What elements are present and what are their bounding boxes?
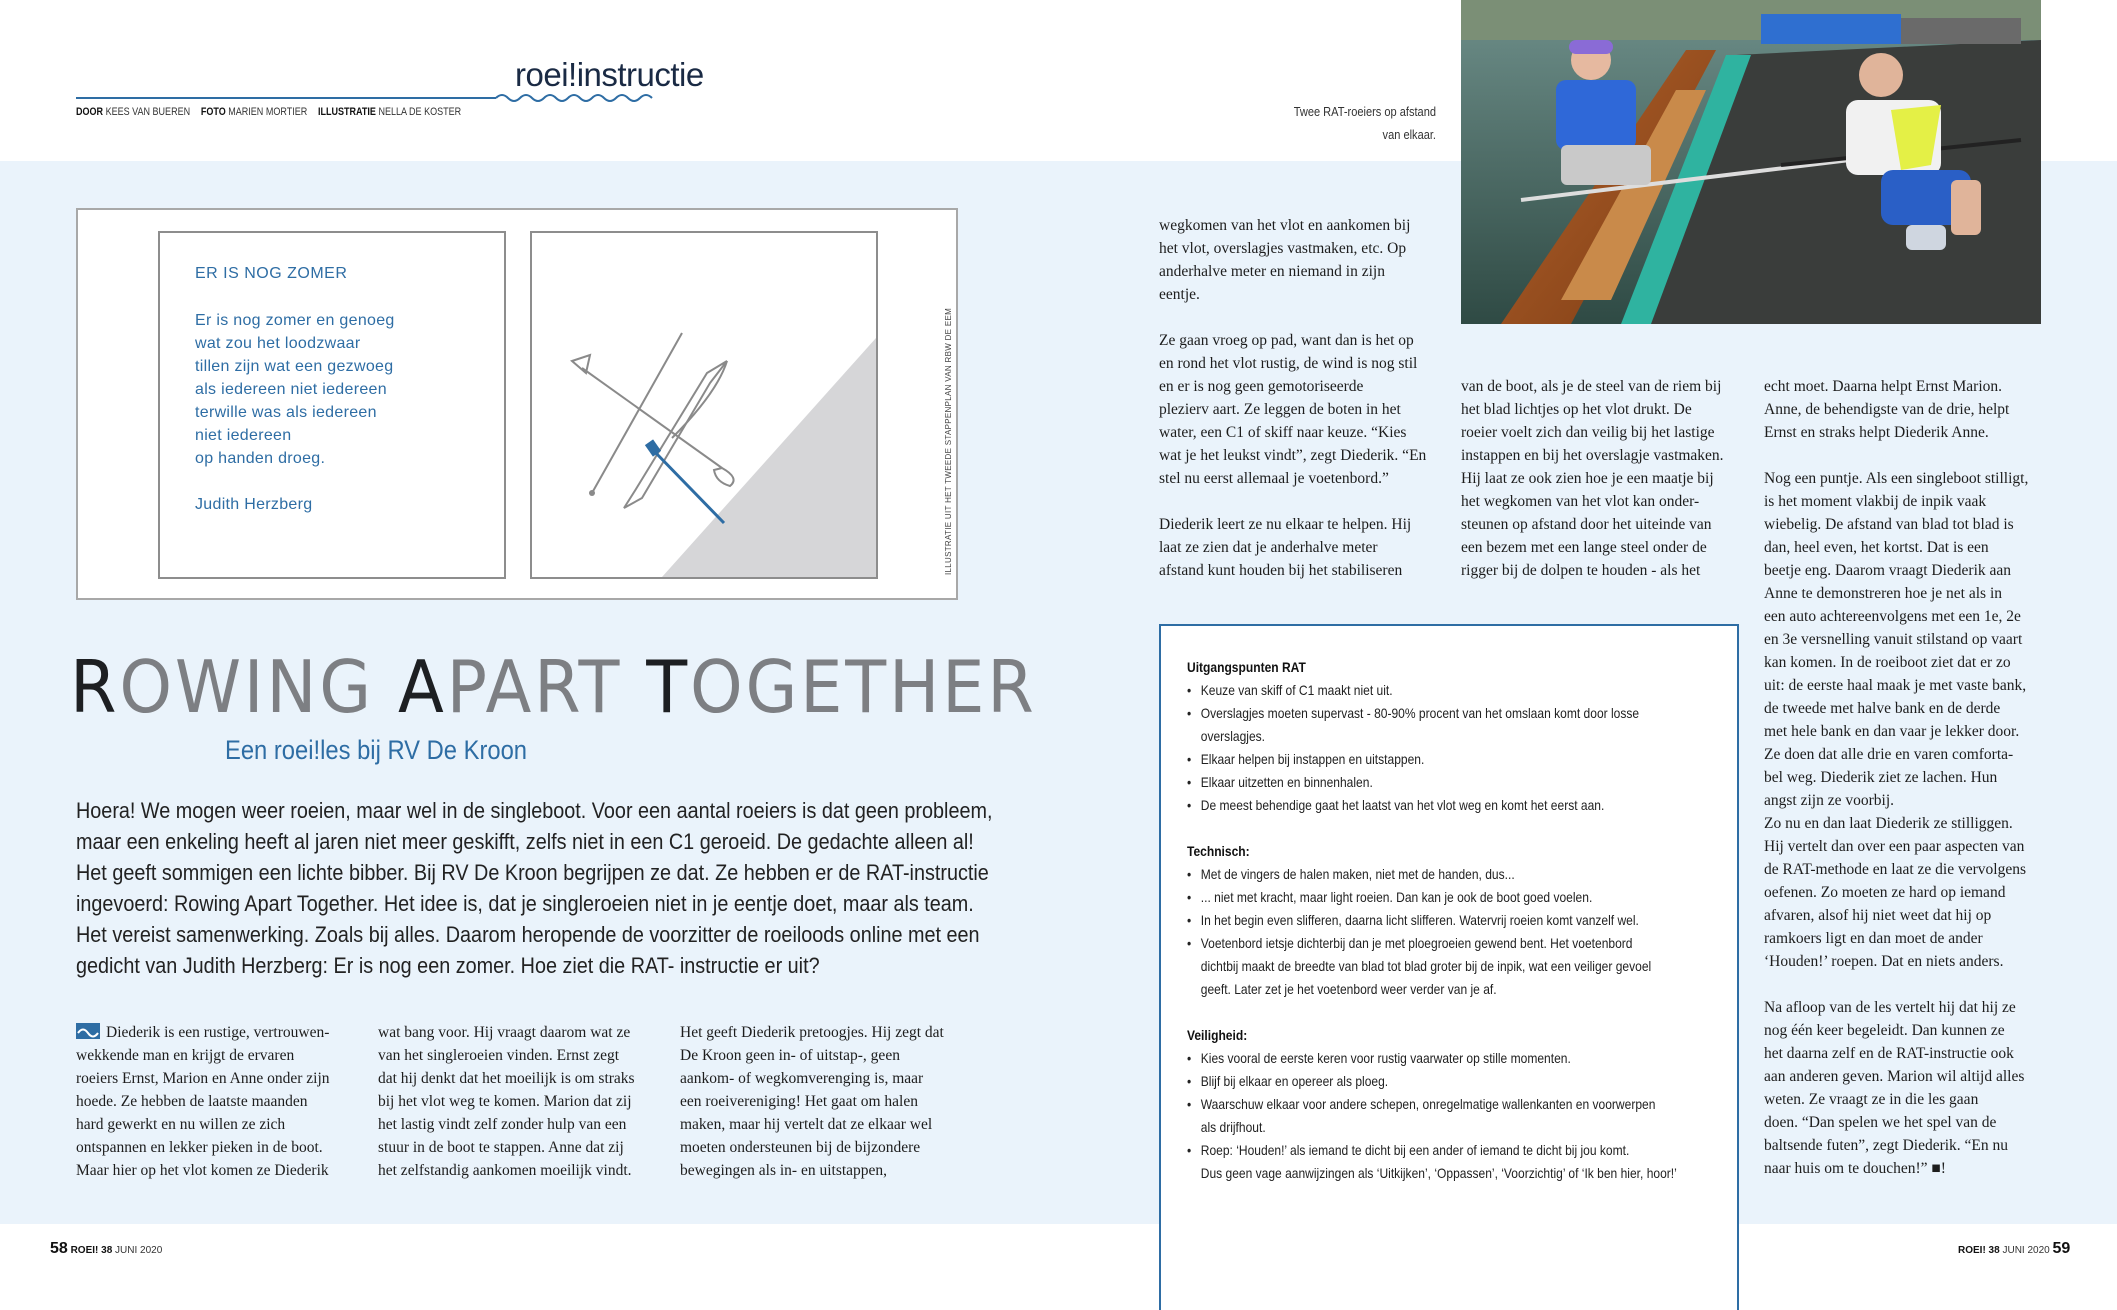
rat-bullet-item: • Keuze van skiff of C1 maakt niet uit.: [1187, 679, 1651, 702]
body-line: Anne, de behendigste van de drie, helpt: [1764, 401, 2010, 418]
body-line: Ernst en straks helpt Diederik Anne.: [1764, 424, 1989, 441]
body-line: laat ze zien dat je anderhalve meter: [1159, 539, 1378, 556]
rat-principles-box: [1159, 624, 1739, 1310]
rat-section-heading: Technisch:: [1187, 843, 1250, 859]
body-line: een roeivereniging! Het gaat om halen: [680, 1093, 918, 1110]
body-column-5: [1461, 375, 1724, 582]
body-line: van het singleroeien vinden. Ernst zegt: [378, 1047, 620, 1064]
body-line: bewegingen als in- en uitstappen,: [680, 1162, 888, 1179]
body-line: oefenen. Zo moeten ze hard op iemand: [1764, 884, 2006, 901]
rat-bullet-item: • Voetenbord ietsje dichterbij dan je met ploegroeien gewend bent. Het voetenbord: [1187, 932, 1651, 955]
body-line: water, een C1 of skiff naar keuze. “Kies: [1159, 424, 1407, 441]
poem-line: als iedereen niet iedereen: [195, 381, 387, 398]
body-line: echt moet. Daarna helpt Ernst Marion.: [1764, 378, 2003, 395]
body-line: Anne te demonstreren hoe je net als in: [1764, 585, 2003, 602]
headline-cap: T: [646, 645, 690, 729]
body-line: Hij vertelt dan over een paar aspecten van: [1764, 838, 2025, 855]
body-line: het lastig vindt zelf zonder hulp van een: [378, 1116, 627, 1133]
credit-role: ILLUSTRATIE: [317, 106, 376, 118]
photo-scene: [1461, 0, 2041, 324]
intro-line: gedicht van Judith Herzberg: Er is nog een zomer. Hoe ziet die RAT- instructie er uit?: [76, 953, 820, 978]
body-line: ramkoers ligt en dan moet de ander: [1764, 930, 1983, 947]
body-line: met hele bank en dan vaar je lekker door.: [1764, 723, 2020, 740]
body-line: aan anderen geven. Marion wil altijd alles: [1764, 1068, 2025, 1085]
rat-bullet-item: • Roep: ‘Houden!’ als iemand te dicht bij een ander of iemand te dicht bij jou komt.: [1187, 1139, 1651, 1162]
poem-title: ER IS NOG ZOMER: [195, 265, 348, 282]
credit-name: NELLA DE KOSTER: [378, 106, 462, 118]
body-line: doen. “Dan spelen we het spel van de: [1764, 1114, 1997, 1131]
body-line: het vlot, overslagjes vastmaken, etc. Op: [1159, 240, 1407, 257]
body-line: dat hij denkt dat het moeilijk is om straks: [378, 1070, 635, 1087]
intro-line: Hoera! We mogen weer roeien, maar wel in de singleboot. Voor een aantal roeiers is dat geen probleem,: [76, 798, 993, 823]
body-line: moeten ondersteunen bij de bijzondere: [680, 1139, 921, 1156]
single-scull-illustration: [530, 231, 878, 579]
rat-bullet-item: • Elkaar uitzetten en binnenhalen.: [1187, 771, 1651, 794]
credit-name: KEES VAN BUEREN: [105, 106, 191, 118]
body-line: de tweede met halve bank en de derde: [1764, 700, 2001, 717]
body-line: nog één keer begeleidt. Dan kunnen ze: [1764, 1022, 2005, 1039]
body-line-first: [76, 1021, 330, 1044]
body-line: Na afloop van de les vertelt hij dat hij ze: [1764, 999, 2016, 1016]
body-line: uit: de eerste haal maak je met vaste bank,: [1764, 677, 2027, 694]
poem-line: terwille was als iedereen: [195, 404, 377, 421]
body-line: stuur in de boot te stappen. Anne dat zij: [378, 1139, 624, 1156]
body-line: het blad lichtjes op het vlot drukt. De: [1461, 401, 1692, 418]
article-subhead: Een roei!les bij RV De Kroon: [225, 735, 528, 765]
body-line: hoede. Ze hebben de laatste maanden: [76, 1093, 308, 1110]
body-line: en 3e versnelling vanuit stilstand op vaart: [1764, 631, 2023, 648]
issue-date: JUNI 2020: [2002, 1245, 2050, 1256]
rat-section-heading: Uitgangspunten RAT: [1187, 659, 1306, 675]
body-line: wekkende man en krijgt de ervaren: [76, 1047, 295, 1064]
intro-line: ingevoerd: Rowing Apart Together. Het idee is, dat je singleroeien niet in je eentje doet, maar als team.: [76, 891, 974, 916]
magazine-name: ROEI! 38: [70, 1245, 113, 1256]
credit-name: MARIEN MORTIER: [228, 106, 308, 118]
intro-line: Het geeft sommigen een lichte bibber. Bij RV De Kroon begrijpen ze dat. Ze hebben er de RAT-instructie: [76, 860, 989, 885]
body-line: roeiers Ernst, Marion en Anne onder zijn: [76, 1070, 330, 1087]
body-line: Nog een puntje. Als een singleboot stilligt,: [1764, 470, 2029, 487]
body-column-4: [1159, 214, 1426, 582]
photo-caption: [1269, 100, 1436, 146]
headline-cap: R: [70, 645, 120, 729]
body-line: ontspannen en lekker pieken in de boot.: [76, 1139, 323, 1156]
body-line: Diederik is een rustige, vertrouwen-: [106, 1024, 330, 1041]
body-line: maken, maar hij vertelt dat ze elkaar wel: [680, 1116, 933, 1133]
poem-box: [158, 231, 506, 579]
credits: [76, 106, 469, 118]
body-line: afstand kunt houden bij het stabiliseren: [1159, 562, 1403, 579]
body-line: weten. Ze vraagt ze in die les gaan: [1764, 1091, 1979, 1108]
body-line: wat bang voor. Hij vraagt daarom wat ze: [378, 1024, 631, 1041]
poem-line: tillen zijn wat een gezwoeg: [195, 358, 394, 375]
article-intro: [76, 795, 993, 981]
page-number: 59: [2052, 1240, 2071, 1257]
body-line: eentje.: [1159, 286, 1200, 303]
body-line: de RAT-methode en laat ze die vervolgens: [1764, 861, 2026, 878]
body-line: een bezem met een lange steel onder de: [1461, 539, 1707, 556]
rat-principles-list: [1187, 656, 1677, 1185]
body-line: afvaren, alsof hij niet weet dat hij op: [1764, 907, 1992, 924]
poem-line: niet iedereen: [195, 427, 292, 444]
rat-bullet-continuation: overslagjes.: [1200, 728, 1266, 744]
body-line: en rond het vlot rustig, de wind is nog stil: [1159, 355, 1418, 372]
body-column-1: [76, 1021, 330, 1182]
rat-bullet-item: • De meest behendige gaat het laatst van het vlot weg en komt het eerst aan.: [1187, 794, 1651, 817]
body-line: van de boot, als je de steel van de riem bij: [1461, 378, 1722, 395]
body-line: Diederik leert ze nu elkaar te helpen. Hij: [1159, 516, 1412, 533]
footer-left: [50, 1240, 162, 1258]
headline-word: OWING: [119, 645, 398, 729]
rat-bullet-item: • Blijf bij elkaar en opereer als ploeg.: [1187, 1070, 1651, 1093]
intro-line: maar een enkeling heeft al jaren niet meer geskifft, zelfs niet in een C1 geroeid. De gedachte alleen al!: [76, 829, 974, 854]
body-line: roeier voelt zich dan veilig bij het lastige: [1461, 424, 1715, 441]
body-line: plezierv aart. Ze leggen de boten in het: [1159, 401, 1401, 418]
poem-line: wat zou het loodzwaar: [195, 335, 361, 352]
body-column-2: [378, 1021, 635, 1182]
rowing-photo: [1461, 0, 2041, 324]
body-line: beetje eng. Daarom vraagt Diederik aan: [1764, 562, 2012, 579]
body-line: kan komen. In de roeiboot ziet dat er zo: [1764, 654, 2011, 671]
header-wave-rule: [76, 90, 656, 102]
spacer: [1187, 817, 1651, 840]
rat-bullet-item: • ... niet met kracht, maar light roeien. Dan kan je ook de boot goed voelen.: [1187, 886, 1651, 909]
body-line: en er is nog geen gemotoriseerde: [1159, 378, 1364, 395]
body-line: aankom- of wegkomverenging is, maar: [680, 1070, 924, 1087]
rat-bullet-continuation: dichtbij maakt de breedte van blad tot blad groter bij de inpik, wat een veiliger gevoel: [1200, 958, 1652, 974]
rat-bullet-item: • Kies vooral de eerste keren voor rustig vaarwater op stille momenten.: [1187, 1047, 1651, 1070]
body-line: Ze gaan vroeg op pad, want dan is het op: [1159, 332, 1414, 349]
headline-cap: A: [397, 645, 447, 729]
rat-bullet-item: • Met de vingers de halen maken, niet met de handen, dus...: [1187, 863, 1651, 886]
credit-role: FOTO: [200, 106, 226, 118]
rat-section-heading: Veiligheid:: [1187, 1027, 1248, 1043]
issue-date: JUNI 2020: [115, 1245, 163, 1256]
credit-role: DOOR: [76, 106, 104, 118]
section-title: roei!instructie: [515, 56, 704, 93]
body-line: angst zijn ze voorbij.: [1764, 792, 1894, 809]
body-line: [1764, 444, 2028, 467]
intro-line: Het vereist samenwerking. Zoals bij alles. Daarom heropende de voorzitter de roeiloods online met een: [76, 922, 980, 947]
illustration-credit: ILLUSTRATIE UIT HET TWEEDE STAPPENPLAN VAN RBW DE EEM: [944, 307, 953, 575]
magazine-name: ROEI! 38: [1958, 1245, 2000, 1256]
body-line: [1764, 973, 2028, 996]
rat-bullet-item: • Elkaar helpen bij instappen en uitstappen.: [1187, 748, 1651, 771]
footer-right: [1958, 1240, 2070, 1258]
body-line: stel nu eerst allemaal je voetenbord.”: [1159, 470, 1389, 487]
body-line: hard gewerkt en nu willen ze zich: [76, 1116, 286, 1133]
rat-bullet-item: • Waarschuw elkaar voor andere schepen, onregelmatige wallenkanten en voorwerpen: [1187, 1093, 1651, 1116]
rat-bullet-continuation: als drijfhout.: [1200, 1119, 1266, 1135]
body-column-6: [1764, 375, 2028, 1180]
body-line: [1159, 306, 1426, 329]
poem-line: Er is nog zomer en genoeg: [195, 312, 395, 329]
body-line: wiebelig. De afstand van blad tot blad is: [1764, 516, 2014, 533]
body-column-3: [680, 1021, 944, 1182]
body-line: steunen op afstand door het uiteinde van: [1461, 516, 1712, 533]
body-line: De Kroon geen in- of uitstap-, geen: [680, 1047, 900, 1064]
caption-line: van elkaar.: [1382, 127, 1436, 142]
body-line: is het moment vlakbij de inpik vaak: [1764, 493, 1987, 510]
poem-author: Judith Herzberg: [195, 496, 313, 513]
body-line: baltsende futen”, zegt Diederik. “En nu: [1764, 1137, 2009, 1154]
rat-bullet-item: • In het begin even slifferen, daarna licht slifferen. Watervrij roeien komt vanzelf wel.: [1187, 909, 1651, 932]
body-line: ‘Houden!’ roepen. Dat en niets anders.: [1764, 953, 2004, 970]
poem-illustration-frame: [76, 208, 958, 600]
body-line: [1159, 490, 1426, 513]
body-line: wat je het leukst vindt”, zegt Diederik. “En: [1159, 447, 1427, 464]
boat-drawing: [532, 233, 876, 577]
article-headline: [70, 645, 1037, 729]
spacer: [1187, 1001, 1651, 1024]
headline-word: OGETHER: [689, 645, 1037, 729]
rat-bullet-item: • Overslagjes moeten supervast - 80-90% procent van het omslaan komt door losse: [1187, 702, 1651, 725]
body-line: dan, heel even, het kortst. Dat is een: [1764, 539, 1989, 556]
body-line: rigger bij de dolpen te houden - als het: [1461, 562, 1701, 579]
body-line: Maar hier op het vlot komen ze Diederik: [76, 1162, 329, 1179]
body-line: een auto achtereenvolgens met een 1e, 2e: [1764, 608, 2021, 625]
rat-bullet-continuation: geeft. Later zet je het voetenbord weer verder van je af.: [1200, 981, 1497, 997]
body-line: instappen en bij het overslagje vastmaken.: [1461, 447, 1724, 464]
body-line: het wegkomen van het vlot kan onder-: [1461, 493, 1700, 510]
body-line: naar huis om te douchen!” ■!: [1764, 1160, 1946, 1177]
body-line: Hij laat ze ook zien hoe je een maatje bij: [1461, 470, 1714, 487]
body-line: wegkomen van het vlot en aankomen bij: [1159, 217, 1411, 234]
body-line: Zo nu en dan laat Diederik ze stilliggen.: [1764, 815, 2013, 832]
headline-word: PART: [446, 645, 647, 729]
body-line: bij het vlot weg te komen. Marion dat zij: [378, 1093, 632, 1110]
body-line: Ze doen dat alle drie en varen comforta-: [1764, 746, 2014, 763]
body-line: bel weg. Diederik ziet ze lachen. Hun: [1764, 769, 1998, 786]
caption-line: Twee RAT-roeiers op afstand: [1293, 104, 1436, 119]
poem-line: op handen droeg.: [195, 450, 326, 467]
page-number: 58: [50, 1240, 68, 1257]
body-line: anderhalve meter en niemand in zijn: [1159, 263, 1385, 280]
body-line: het daarna zelf en de RAT-instructie ook: [1764, 1045, 2014, 1062]
body-line: Het geeft Diederik pretoogjes. Hij zegt dat: [680, 1024, 944, 1041]
body-line: het zelfstandig aankomen moeilijk vindt.: [378, 1162, 632, 1179]
wave-logo-icon: [76, 1023, 100, 1039]
rat-bullet-continuation: Dus geen vage aanwijzingen als ‘Uitkijken’, ‘Oppassen’, ‘Voorzichtig’ of ‘Ik ben hier, hoor!’: [1200, 1165, 1677, 1181]
